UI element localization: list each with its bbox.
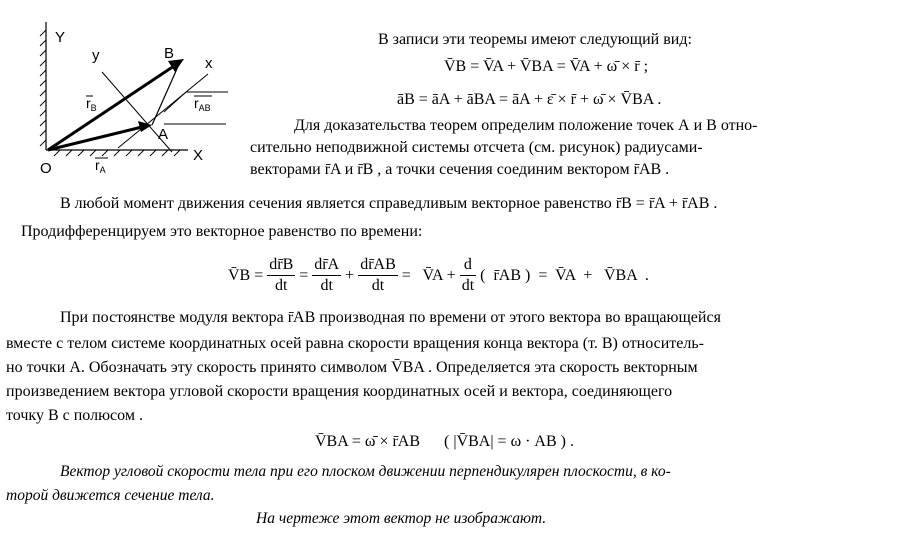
equation-derivative <box>228 255 649 296</box>
label-rB: $r_B$ <box>86 95 97 113</box>
paragraph-5-line-1: Вектор угловой скорости тела при его плоском движении перпендикулярен плоскости, в ко- <box>60 463 671 480</box>
rAB-pointer-line <box>164 92 186 112</box>
fraction-d-dt <box>460 255 476 296</box>
paragraph-3: Продифференцируем это векторное равенство по времени: <box>21 223 423 240</box>
fraction-3-denominator: dt <box>371 277 385 294</box>
equation-velocity: V̄B = V̄A + V̄BA = V̄A + ω̄ × r̄ ; <box>444 58 649 75</box>
wall-hatching <box>40 30 46 146</box>
ground-hatching <box>54 150 180 156</box>
label-axis-X: X <box>193 147 204 164</box>
fraction-drA-dt <box>312 255 341 296</box>
fraction-1-denominator: dt <box>275 277 288 294</box>
eq3-plus: + <box>345 266 355 284</box>
label-axis-Y: Y <box>55 29 66 46</box>
paragraph-1-line-3: векторами r̄A и r̄B , а точки сечения соединим вектором r̄AB . <box>250 161 670 178</box>
label-point-O: O <box>40 160 52 177</box>
vector-rA <box>48 127 142 150</box>
fraction-drB-dt <box>267 255 295 296</box>
fraction-4-numerator: d <box>460 255 476 276</box>
kinematics-figure <box>0 0 240 180</box>
eq3-lhs: V̄B = <box>228 266 264 284</box>
fraction-2-denominator: dt <box>320 277 333 294</box>
paragraph-1-line-2: сительно неподвижной системы отсчета (см. рисунок) радиусами- <box>250 139 703 156</box>
paragraph-2: В любой момент движения сечения является справедливым векторное равенство r̄B = r̄A + r̄AB . <box>60 195 718 212</box>
intro-line: В записи эти теоремы имеют следующий вид: <box>378 31 692 48</box>
label-point-A: A <box>158 126 169 143</box>
paragraph-4-line-1: При постоянстве модуля вектора r̄AB производная по времени от этого вектора во вращающейся <box>60 309 721 326</box>
fraction-1-numerator: dr̄B <box>267 255 295 276</box>
label-axis-x: x <box>205 55 213 72</box>
eq3-tail: ( r̄AB ) = V̄A + V̄BA . <box>480 266 649 284</box>
equation-VBA: V̄BA = ω̄ × r̄AB ( |V̄BA| = ω · AB ) . <box>315 433 574 450</box>
label-point-B: B <box>164 45 175 62</box>
label-axis-y: y <box>92 47 100 64</box>
fraction-drAB-dt <box>358 255 398 296</box>
vector-rB <box>48 66 174 150</box>
equation-acceleration: āB = āA + āBA = āA + ε̄ × r̄ + ω̄ × V̄BA . <box>397 91 662 108</box>
fraction-2-numerator: dr̄A <box>312 255 341 276</box>
label-rAB: $r_{AB}$ <box>194 95 211 113</box>
paragraph-5-line-2: торой движется сечение тела. <box>6 487 215 504</box>
fraction-4-denominator: dt <box>461 277 475 294</box>
eq3-equals: = <box>299 266 309 284</box>
fraction-3-numerator: dr̄AB <box>358 255 398 276</box>
paragraph-4-line-2: вместе с телом системе координатных осей равна скорости вращения конца вектора (т. В) относитель- <box>6 335 704 352</box>
paragraph-4-line-4: произведением вектора угловой скорости вращения координатных осей и вектора, соединяющего <box>6 383 673 400</box>
label-rA: $r_A$ <box>95 157 106 175</box>
paragraph-4-line-3: но точки А. Обозначать эту скорость принято символом V̄BA . Определяется эта скорость векторным <box>6 359 698 376</box>
eq3-middle: = V̄A + <box>401 266 456 284</box>
paragraph-4-line-5: точку В с полюсом . <box>6 407 143 424</box>
paragraph-1-line-1: Для доказательства теорем определим положение точек А и В отно- <box>294 117 758 134</box>
paragraph-5-line-3: На чертеже этот вектор не изображают. <box>256 510 547 527</box>
